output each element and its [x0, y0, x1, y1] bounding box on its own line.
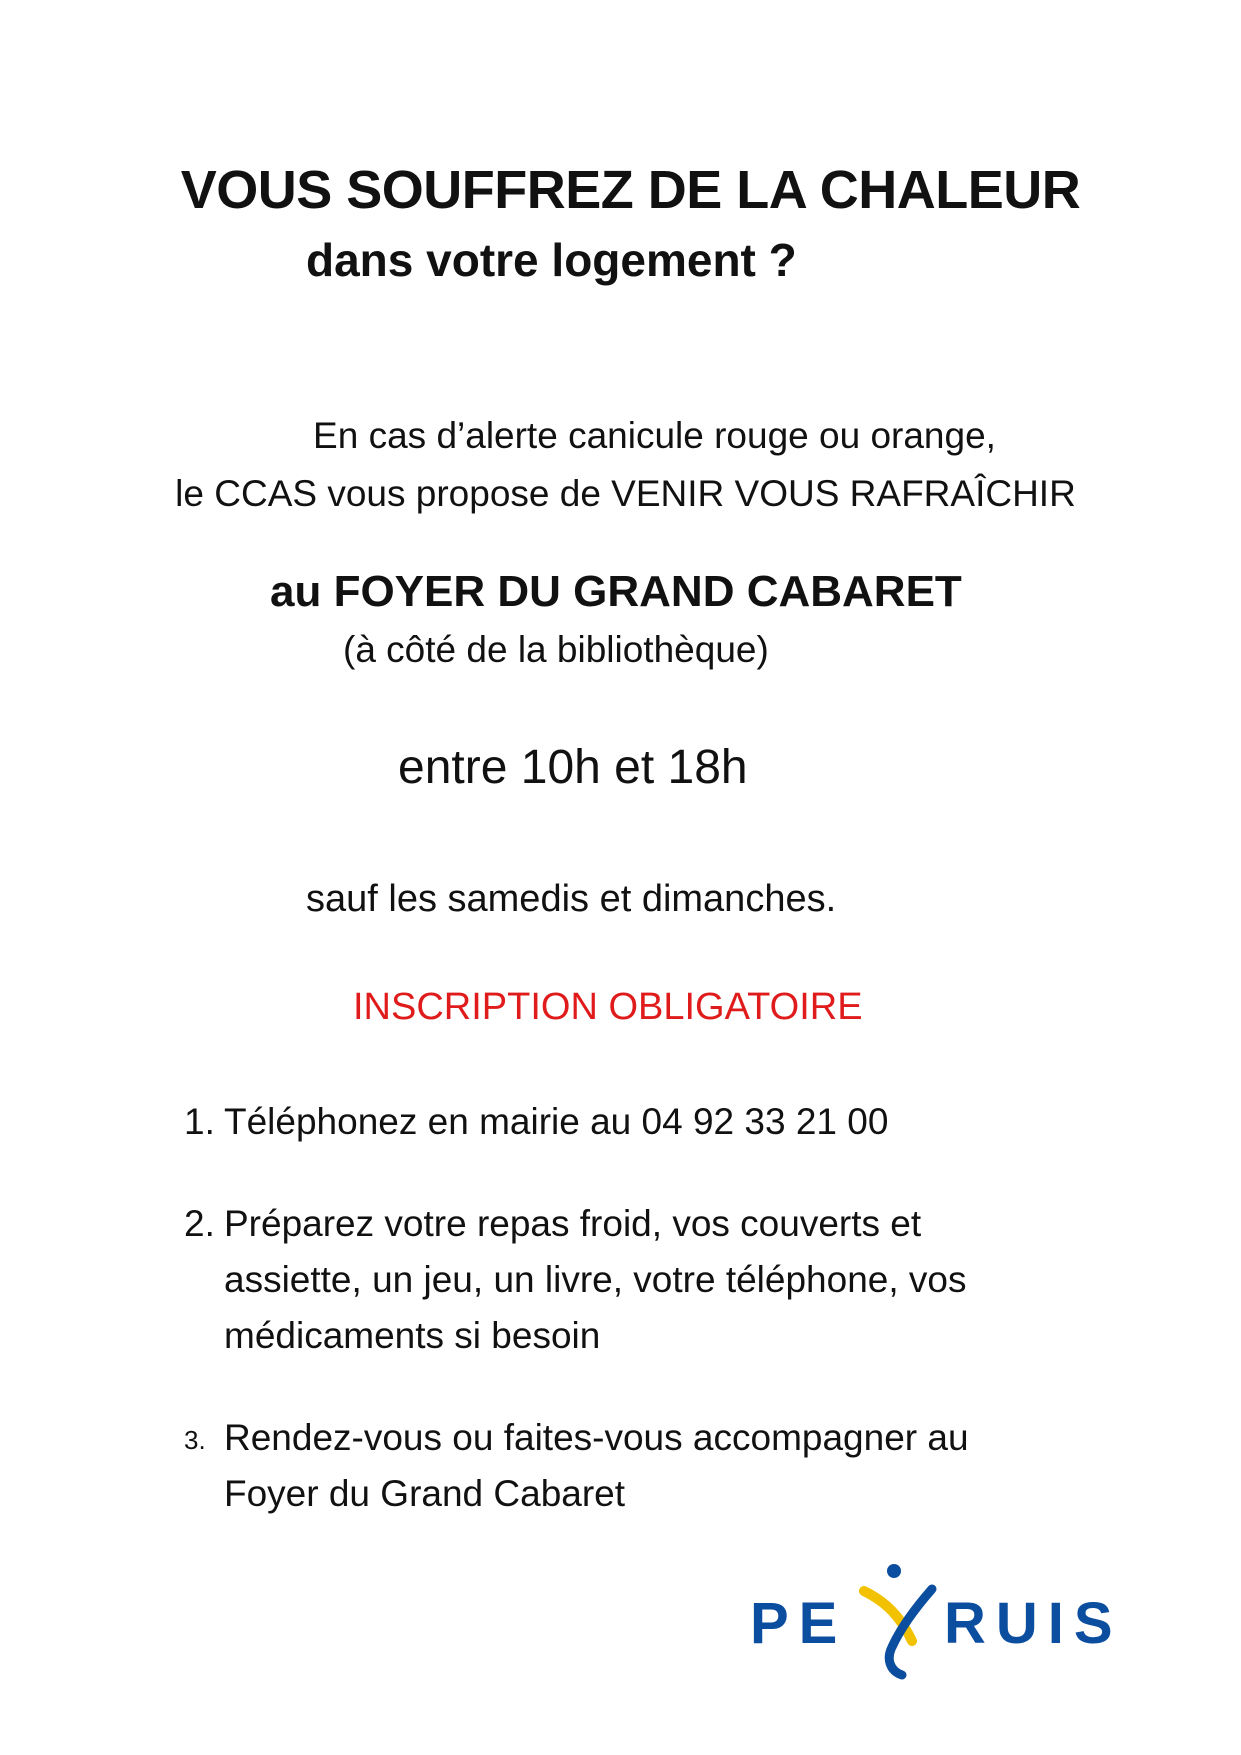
opening-hours: entre 10h et 18h [398, 741, 748, 794]
venue-name: au FOYER DU GRAND CABARET [270, 567, 962, 616]
step-number: 2. [184, 1203, 215, 1244]
headline-title: VOUS SOUFFREZ DE LA CHALEUR [180, 160, 1081, 220]
step-text-line: Foyer du Grand Cabaret [224, 1473, 626, 1514]
step-text-line: assiette, un jeu, un livre, votre téléphone, vos [224, 1259, 967, 1300]
peyruis-logo [748, 1555, 1123, 1685]
registration-required: INSCRIPTION OBLIGATOIRE [353, 986, 863, 1028]
step-text-line: Préparez votre repas froid, vos couverts et [224, 1203, 922, 1244]
logo-text-left: PE [750, 1591, 848, 1656]
logo-text-right: RUIS [944, 1591, 1123, 1656]
step-text-line: Téléphonez en mairie au 04 92 33 21 00 [224, 1101, 889, 1142]
venue-note: (à côté de la bibliothèque) [343, 629, 769, 670]
step-number: 3. [184, 1425, 206, 1455]
headline-subtitle: dans votre logement ? [306, 234, 797, 286]
step-text-line: médicaments si besoin [224, 1315, 601, 1356]
step-number: 1. [184, 1101, 215, 1142]
step-text-line: Rendez-vous ou faites-vous accompagner au [224, 1417, 969, 1458]
weekend-exception: sauf les samedis et dimanches. [306, 878, 837, 920]
intro-text [0, 407, 1241, 523]
logo-figure-icon [858, 1555, 950, 1685]
intro-line-2: le CCAS vous propose de VENIR VOUS RAFRAÎCHIR [175, 473, 1076, 514]
intro-line-1: En cas d’alerte canicule rouge ou orange, [313, 415, 996, 456]
